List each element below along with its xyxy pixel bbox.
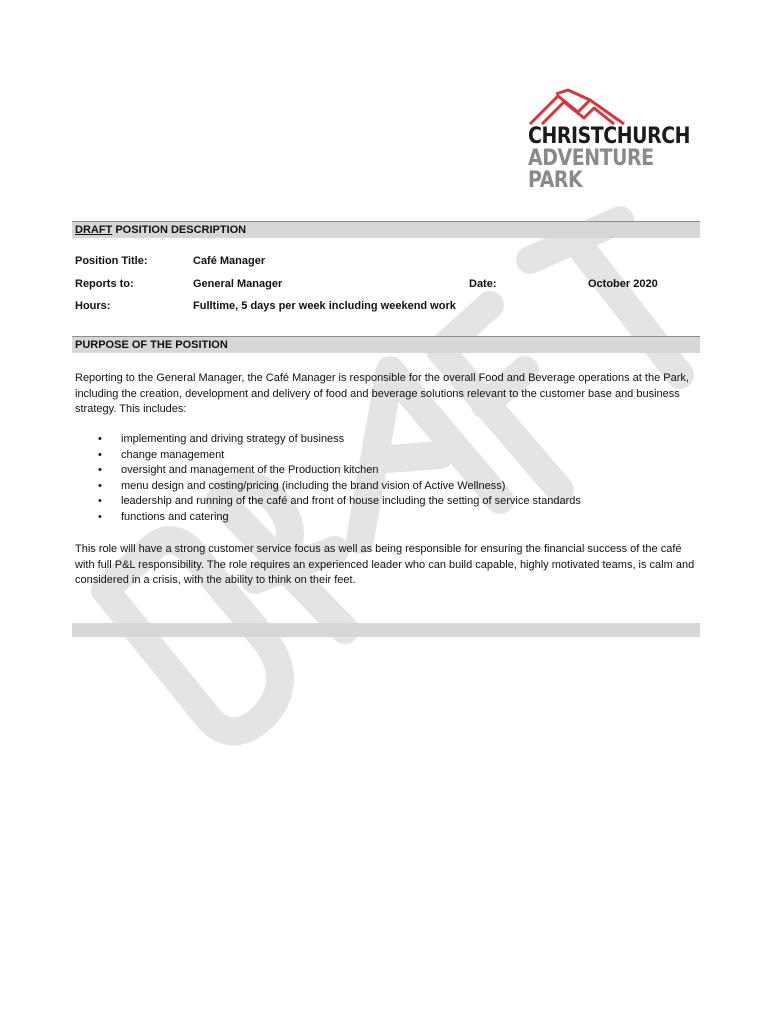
company-logo [528,88,691,198]
purpose-heading: PURPOSE OF THE POSITION [72,336,700,353]
reports-to-label: Reports to: [75,278,134,290]
list-item: • change management [98,448,581,464]
logo-line-3: PARK [528,168,583,193]
position-title-value: Café Manager [193,255,266,267]
list-item: • implementing and driving strategy of business [98,432,581,448]
list-item: • functions and catering [98,510,581,526]
date-label: Date: [469,278,497,290]
date-value: October 2020 [588,278,658,290]
list-item: • menu design and costing/pricing (including the brand vision of Active Wellness) [98,479,581,495]
hours-label: Hours: [75,300,111,312]
position-title-label: Position Title: [75,255,148,267]
heading-title: POSITION DESCRIPTION [112,224,247,236]
section-divider-bar [72,623,700,637]
purpose-closing: This role will have a strong customer service focus as well as being responsible for ensuring the financial success of the café with full P&L responsibility. The role requires an experienced leader who can build capable, highly motivated teams, is calm and considered in a crisis, with the ability to think on their feet. [75,543,695,586]
list-item: • leadership and running of the café and front of house including the setting of service standards [98,494,581,510]
hours-value: Fulltime, 5 days per week including weekend work [193,300,456,312]
logo-line-2: ADVENTURE [528,146,654,171]
mountain-icon [528,88,668,128]
list-item: • oversight and management of the Production kitchen [98,463,581,479]
reports-to-value: General Manager [193,278,283,290]
purpose-intro: Reporting to the General Manager, the Café Manager is responsible for the overall Food and Beverage operations at the Park, including the creation, development and delivery of food and beverage solutions relevant to the customer base and business strategy. This includes: [75,372,689,415]
position-description-heading [72,221,700,238]
logo-line-1: CHRISTCHURCH [528,124,691,149]
responsibilities-list [98,432,581,525]
draft-label: DRAFT [75,224,113,236]
